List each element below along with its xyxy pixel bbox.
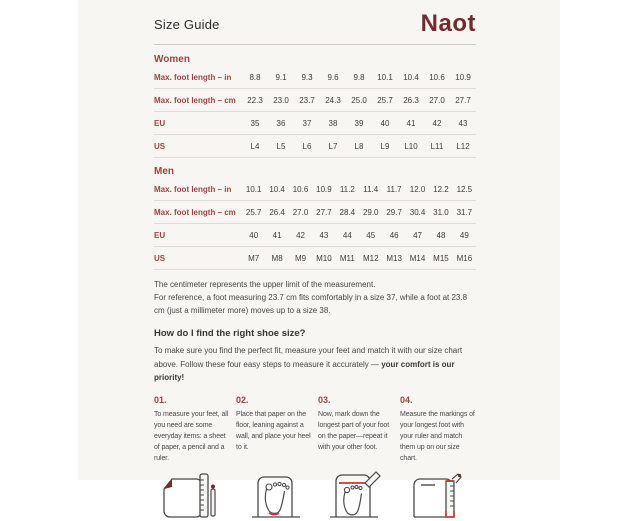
size-cell: 27.7 — [316, 207, 332, 217]
step-icons-row — [154, 471, 476, 521]
row-label: EU — [154, 230, 166, 240]
size-cell: M16 — [456, 253, 473, 263]
how-to-heading: How do I find the right shoe size? — [154, 328, 306, 339]
size-cell: L11 — [430, 141, 444, 151]
size-cell: M11 — [339, 253, 355, 263]
size-cell: M10 — [316, 253, 332, 263]
size-cell: 29.0 — [362, 207, 379, 217]
foot-on-paper-icon — [236, 471, 312, 521]
size-guide-panel — [78, 0, 560, 480]
row-values — [242, 119, 476, 128]
size-cell: 25.0 — [351, 95, 367, 105]
table-row — [154, 178, 476, 201]
step-3 — [318, 395, 394, 464]
row-label: US — [154, 141, 166, 151]
size-cell: L6 — [302, 141, 312, 151]
measurement-note — [154, 278, 476, 317]
size-cell: 31.7 — [456, 207, 473, 217]
step-number: 01. — [154, 394, 167, 405]
row-values — [242, 254, 476, 263]
note-line: The centimeter represents the upper limit of the measurement. — [154, 280, 376, 289]
size-cell: M12 — [362, 253, 379, 263]
size-cell: 11.2 — [339, 184, 355, 194]
size-cell: 26.3 — [403, 95, 419, 105]
table-row — [154, 201, 476, 224]
size-cell: 24.3 — [325, 95, 341, 105]
table-row — [154, 135, 476, 158]
step-text: Now, mark down the longest part of your foot on the paper—repeat it with your other foot. — [318, 410, 390, 451]
table-row — [154, 224, 476, 247]
header-divider — [154, 44, 476, 45]
row-label: US — [154, 253, 166, 263]
women-size-table — [154, 66, 476, 158]
how-to-intro-bold: your comfort is our priority! — [154, 359, 455, 382]
size-cell: 23.0 — [273, 95, 289, 105]
size-cell: 35 — [250, 118, 260, 128]
steps-row — [154, 395, 476, 464]
size-cell: 30.4 — [409, 207, 426, 217]
size-cell: L5 — [276, 141, 286, 151]
size-cell: L7 — [328, 141, 338, 151]
size-cell: 10.4 — [269, 184, 285, 194]
size-cell: 10.9 — [455, 72, 471, 82]
page-title: Size Guide — [154, 16, 220, 32]
size-cell: M9 — [294, 253, 307, 263]
size-cell: 37 — [302, 118, 312, 128]
table-row — [154, 112, 476, 135]
row-label: Max. foot length – in — [154, 72, 232, 82]
size-cell: L9 — [380, 141, 390, 151]
size-cell: L12 — [456, 141, 470, 151]
size-cell: 10.4 — [403, 72, 419, 82]
table-row — [154, 89, 476, 112]
size-cell: 25.7 — [377, 95, 393, 105]
row-values — [242, 231, 476, 240]
size-cell: L8 — [354, 141, 364, 151]
row-values — [242, 185, 476, 194]
size-cell: 47 — [413, 230, 422, 240]
women-section-heading: Women — [154, 54, 190, 65]
row-label: EU — [154, 118, 166, 128]
size-cell: 31.0 — [433, 207, 449, 217]
size-cell: 23.7 — [299, 95, 315, 105]
row-values — [242, 208, 476, 217]
step-text: Measure the markings of your longest foot with your ruler and match them up on our size chart. — [400, 410, 475, 462]
size-cell: 9.3 — [301, 72, 313, 82]
size-cell: 12.5 — [456, 184, 473, 194]
size-cell: 9.8 — [353, 72, 365, 82]
step-number: 02. — [236, 394, 249, 405]
size-cell: 40 — [380, 118, 390, 128]
size-cell: 11.4 — [363, 184, 379, 194]
size-cell: L10 — [404, 141, 418, 151]
row-label: Max. foot length – in — [154, 184, 232, 194]
row-label: Max. foot length – cm — [154, 207, 236, 217]
size-cell: 8.8 — [249, 72, 261, 82]
row-values — [242, 96, 476, 105]
naot-logo: Naot — [420, 10, 476, 37]
size-cell: 43 — [319, 230, 329, 240]
size-cell: 38 — [328, 118, 338, 128]
size-cell: 29.7 — [386, 207, 402, 217]
size-cell: 28.4 — [339, 207, 356, 217]
size-cell: 22.3 — [247, 95, 263, 105]
size-cell: 42 — [432, 118, 442, 128]
row-values — [242, 142, 476, 151]
size-guide-content — [154, 0, 476, 521]
size-cell: 25.7 — [245, 207, 262, 217]
size-cell: M7 — [248, 253, 260, 263]
size-cell: 9.6 — [327, 72, 339, 82]
size-cell: 49 — [459, 230, 469, 240]
size-cell: 27.0 — [429, 95, 445, 105]
size-cell: 27.7 — [455, 95, 471, 105]
size-cell: 44 — [342, 230, 352, 240]
size-cell: 45 — [366, 230, 376, 240]
size-cell: 43 — [458, 118, 468, 128]
row-label: Max. foot length – cm — [154, 95, 236, 105]
size-cell: M15 — [433, 253, 449, 263]
step-text: To measure your feet, all you need are some everyday items: a sheet of paper, a pencil and a ruler. — [154, 410, 229, 462]
size-cell: 10.1 — [377, 72, 393, 82]
size-cell: 11.7 — [386, 184, 402, 194]
row-values — [242, 73, 476, 82]
size-cell: 26.4 — [269, 207, 285, 217]
step-2 — [236, 395, 312, 464]
size-cell: 10.6 — [429, 72, 445, 82]
mark-foot-on-paper-icon — [318, 471, 394, 521]
size-cell: 39 — [354, 118, 364, 128]
size-cell: 10.6 — [292, 184, 309, 194]
men-size-table — [154, 178, 476, 270]
size-cell: L4 — [250, 141, 260, 151]
table-row — [154, 247, 476, 270]
note-line: For reference, a foot measuring 23.7 cm fits comfortably in a size 37, while a foot at 23.8 cm (just a millimeter more) moves up to a size 38. — [154, 293, 468, 315]
size-cell: 41 — [272, 230, 282, 240]
step-4 — [400, 395, 476, 464]
size-cell: 10.9 — [316, 184, 332, 194]
paper-pencil-ruler-icon — [154, 471, 230, 521]
size-cell: 36 — [276, 118, 286, 128]
size-cell: 48 — [436, 230, 446, 240]
size-cell: M8 — [271, 253, 283, 263]
size-cell: 12.2 — [433, 184, 449, 194]
step-number: 03. — [318, 394, 331, 405]
size-cell: 27.0 — [292, 207, 309, 217]
table-row — [154, 66, 476, 89]
size-cell: 42 — [296, 230, 305, 240]
how-to-intro — [154, 344, 476, 385]
men-section-heading: Men — [154, 166, 174, 177]
step-1 — [154, 395, 230, 464]
size-cell: 9.1 — [275, 72, 287, 82]
how-to-intro-text: To make sure you find the perfect fit, measure your feet and match it with our size chart above. Follow these four easy steps to measure it accurately — — [154, 346, 463, 369]
header — [154, 0, 476, 37]
size-cell: M13 — [386, 253, 402, 263]
size-cell: 40 — [249, 230, 259, 240]
size-cell: 41 — [406, 118, 416, 128]
size-cell: M14 — [409, 253, 426, 263]
step-text: Place that paper on the floor, leaning against a wall, and place your heel to it. — [236, 410, 311, 451]
size-cell: 12.0 — [409, 184, 426, 194]
measure-markings-ruler-icon — [400, 471, 476, 521]
size-cell: 10.1 — [245, 184, 262, 194]
step-number: 04. — [400, 394, 413, 405]
size-cell: 46 — [389, 230, 399, 240]
